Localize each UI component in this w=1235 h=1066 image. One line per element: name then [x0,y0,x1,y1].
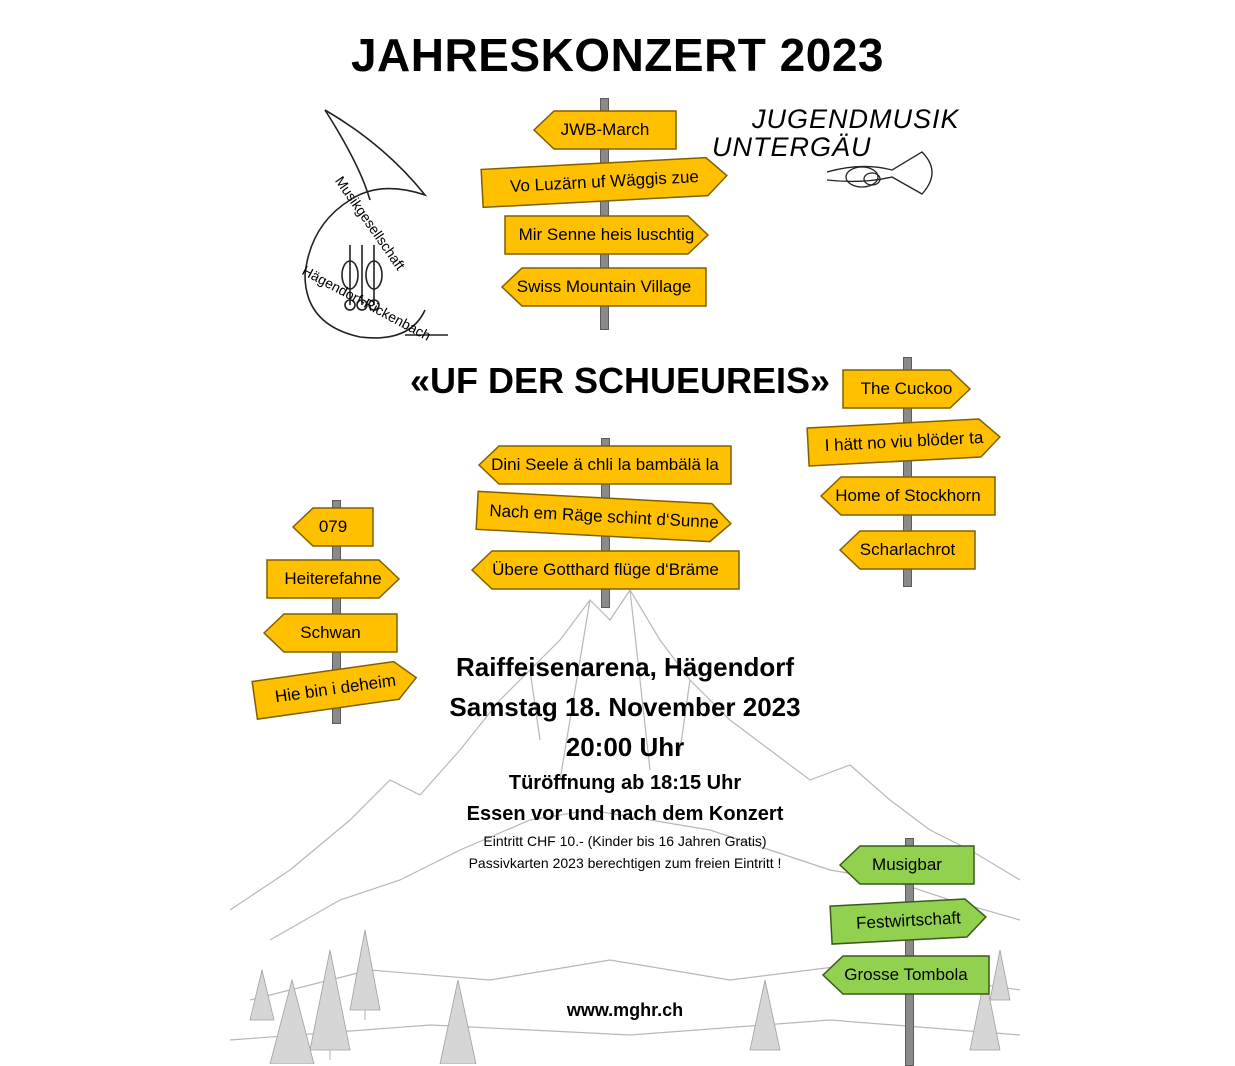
sign-nach-em-raege: Nach em Räge schint d‘Sunne [476,491,732,542]
sign-vo-luzaern: Vo Luzärn uf Wäggis zue [481,157,728,208]
event-pass: Passivkarten 2023 berechtigen zum freien Eintritt ! [468,855,782,871]
sign-jwb-march: JWB-March [534,111,676,149]
event-venue: Raiffeisenarena, Hägendorf [455,652,795,682]
event-doors: Türöffnung ab 18:15 Uhr [508,772,742,794]
sign-swiss-mountain: Swiss Mountain Village [502,268,706,306]
event-time: 20:00 Uhr [565,732,685,762]
event-date: Samstag 18. November 2023 [449,692,801,722]
sign-i-haett: I hätt no viu blöder ta [807,418,1001,466]
sign-schwan: Schwan [264,614,397,652]
logo-right-line1: JUGENDMUSIK [752,104,960,134]
sign-scharlachrot: Scharlachrot [840,531,975,569]
sign-grosse-tombola: Grosse Tombola [823,956,989,994]
event-entry: Eintritt CHF 10.- (Kinder bis 16 Jahren Gratis) [483,833,767,849]
sign-dini-seele: Dini Seele ä chli la bambälä la [479,446,731,484]
sign-uebere-gotthard: Übere Gotthard flüge d‘Bräme [472,551,739,589]
jugendmusik-logo [712,102,960,202]
logo-left-line1: Musikgesellschaft [332,173,409,273]
event-food: Essen vor und nach dem Konzert [466,803,784,825]
logo-right-line2: UNTERGÄU [712,132,872,162]
sign-festwirtschaft: Festwirtschaft [830,898,987,944]
concert-subtitle: «UF DER SCHUEUREIS» [409,360,831,401]
sign-mir-senne: Mir Senne heis luschtig [505,216,708,254]
page-title: JAHRESKONZERT 2023 [350,29,885,81]
website-link[interactable]: www.mghr.ch [566,1000,684,1020]
logo-left-line2: Hägendorf-Rickenbach [299,262,434,344]
trumpet-icon [822,132,952,200]
sign-hie-bin-i: Hie bin i deheim [252,659,419,719]
sign-home-stockhorn: Home of Stockhorn [821,477,995,515]
sign-musigbar: Musigbar [840,846,974,884]
sign-079: 079 [293,508,373,546]
sign-cuckoo: The Cuckoo [843,370,970,408]
sign-heiterefahne: Heiterefahne [267,560,399,598]
